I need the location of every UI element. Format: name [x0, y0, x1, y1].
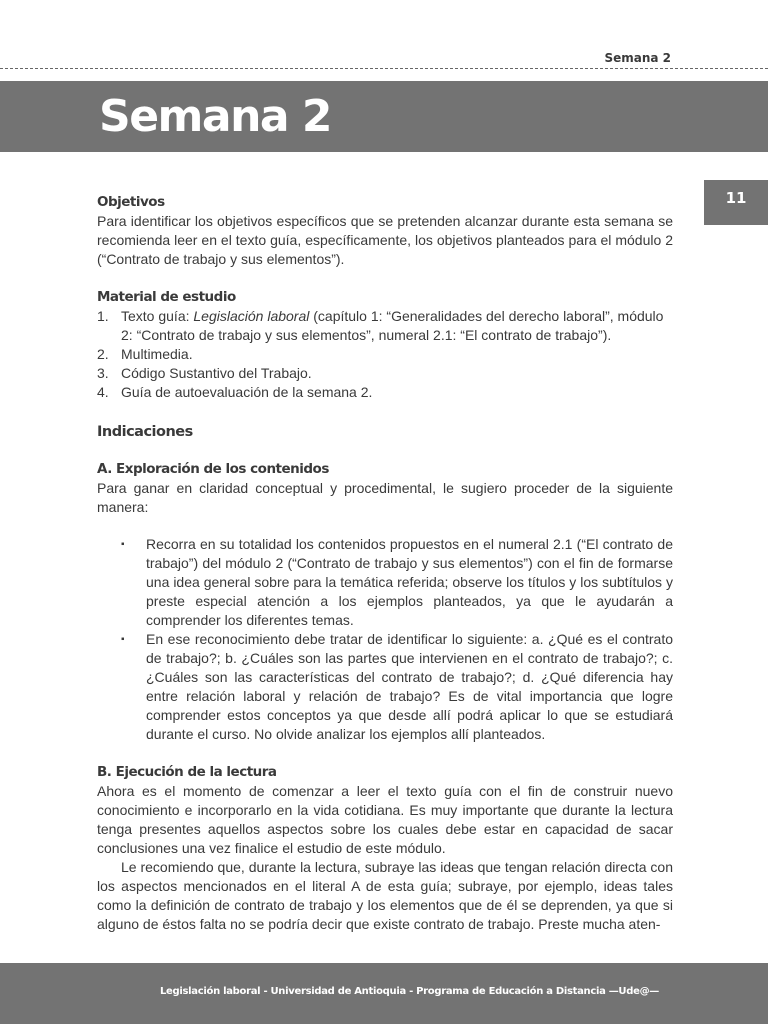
bullet-item [97, 535, 673, 630]
material-item-text: Multimedia. [121, 346, 193, 362]
material-item-number: 2. [97, 346, 109, 362]
page-title: Semana 2 [99, 91, 332, 142]
material-item-text: Guía de autoevaluación de la semana 2. [121, 384, 373, 400]
material-item-number: 4. [97, 384, 109, 400]
dashed-divider [0, 68, 768, 69]
section-a-heading: A. Exploración de los contenidos [97, 461, 329, 477]
main-content [97, 193, 673, 934]
section-b-paragraph: Ahora es el momento de comenzar a leer el texto guía con el fin de construir nuevo conocimiento e incorporarlo en la vida cotidiana. Es muy importante que durante la lectura tenga presentes aquellos aspectos sobre los cuales debe estar en capacidad de sacar conclusiones una vez finalice el estudio de este módulo. [97, 783, 673, 856]
material-item [97, 345, 673, 364]
section-b-paragraph: Le recomiendo que, durante la lectura, subraye las ideas que tengan relación directa con los aspectos mencionados en el literal A de esta guía; subraye, por ejemplo, ideas tales como la definición de contrato de trabajo y los elementos que de él se deprenden, ya que si alguno de éstos falta no se podría decir que existe contrato de trabajo. Preste mucha aten- [97, 859, 673, 932]
material-list [97, 307, 673, 402]
material-item-text: (capítulo 1: “Generalidades del derecho laboral”, módulo 2: “Contrato de trabajo y sus elementos”, numeral 2.1: “El contrato de trabajo”). [121, 308, 664, 343]
page-number-tab: 11 [704, 180, 768, 225]
material-item-number: 3. [97, 365, 109, 381]
square-bullet-icon: ▪ [121, 634, 125, 645]
title-band [0, 81, 768, 152]
material-item-text: Código Sustantivo del Trabajo. [121, 365, 312, 381]
section-b-heading: B. Ejecución de la lectura [97, 764, 277, 780]
square-bullet-icon: ▪ [121, 539, 125, 550]
bullet-text: En ese reconocimiento debe tratar de identificar lo siguiente: a. ¿Qué es el contrato de trabajo?; b. ¿Cuáles son las partes que intervienen en el contrato de trabajo?; c. ¿Cuáles son las características del contrato de trabajo?; d. ¿Qué diferencia hay entre relación laboral y relación de trabajo? Es de vital importancia que logre comprender estos conceptos ya que desde allí podrá aplicar lo que se estudiará durante el curso. No olvide analizar los ejemplos allí planteados. [146, 631, 673, 742]
book-title: Legislación laboral [193, 308, 310, 324]
material-item [97, 307, 673, 345]
objetivos-text: Para identificar los objetivos específicos que se pretenden alcanzar durante esta semana se recomienda leer en el texto guía, específicamente, los objetivos planteados para el módulo 2 (“Contrato de trabajo y sus elementos”). [97, 213, 673, 267]
section-a-intro: Para ganar en claridad conceptual y procedimental, le sugiero proceder de la siguiente manera: [97, 480, 673, 515]
material-item-number: 1. [97, 308, 109, 324]
bullet-text: Recorra en su totalidad los contenidos propuestos en el numeral 2.1 (“El contrato de trabajo”) del módulo 2 (“Contrato de trabajo y sus elementos”) con el fin de formarse una idea general sobre para la temática referida; observe los títulos y los subtítulos y preste especial atención a los ejemplos planteados, ya que le ayudarán a comprender los diferentes temas. [146, 536, 673, 628]
objetivos-heading: Objetivos [97, 194, 165, 210]
material-heading: Material de estudio [97, 289, 236, 305]
indicaciones-heading: Indicaciones [97, 424, 193, 440]
material-item-text: Texto guía: [121, 308, 194, 324]
footer-text: Legislación laboral - Universidad de Antioquia - Programa de Educación a Distancia —Ude@— [159, 986, 659, 997]
running-head: Semana 2 [604, 51, 671, 65]
footer-band [0, 963, 768, 1024]
section-a-bullets [97, 535, 673, 744]
material-item [97, 364, 673, 383]
material-item [97, 383, 673, 402]
bullet-item [97, 630, 673, 744]
